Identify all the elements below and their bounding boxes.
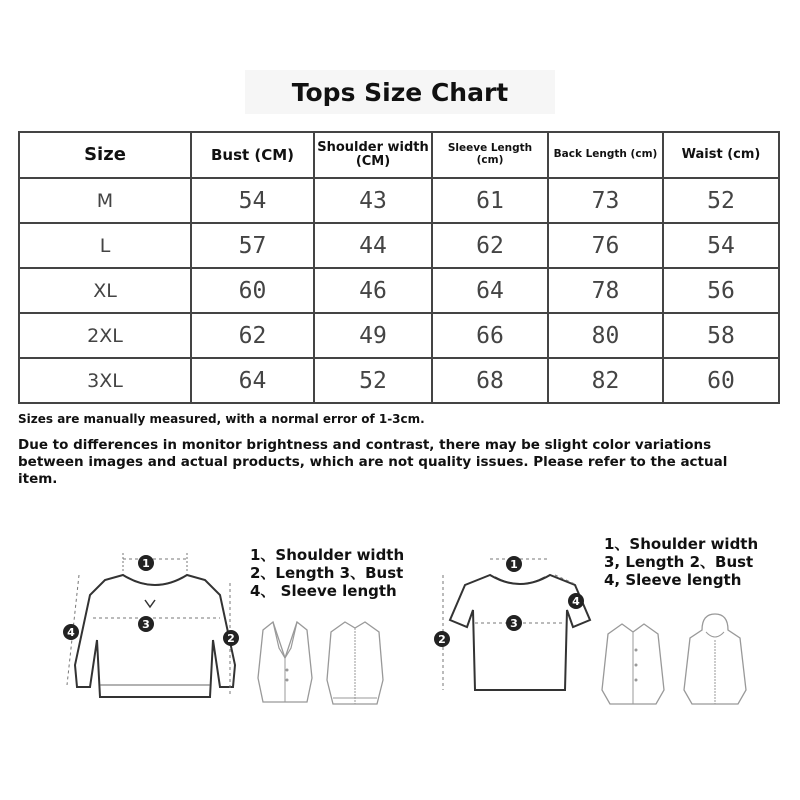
size-table: [18, 131, 780, 404]
cell-sleeve: 62: [432, 223, 548, 268]
marker-2: [222, 629, 240, 647]
cell-bust: 57: [191, 223, 314, 268]
cell-size: L: [19, 223, 191, 268]
legend-right: [604, 535, 758, 589]
cell-shoulder: 46: [314, 268, 432, 313]
cell-waist: 52: [663, 178, 779, 223]
marker-3: [137, 615, 155, 633]
svg-text:4: 4: [572, 595, 580, 608]
long-sleeve-shirt-icon: [55, 545, 255, 710]
svg-text:3: 3: [142, 618, 150, 631]
cell-back-length: 80: [548, 313, 663, 358]
table-row: [19, 268, 779, 313]
cell-sleeve: 61: [432, 178, 548, 223]
svg-text:1: 1: [510, 558, 518, 571]
hoodie-icon: [680, 612, 750, 710]
legend-item: 3, Length 2、Bust: [604, 553, 754, 571]
table-row: [19, 313, 779, 358]
marker-4: [62, 623, 80, 641]
cell-back-length: 73: [548, 178, 663, 223]
cell-bust: 62: [191, 313, 314, 358]
svg-text:2: 2: [438, 633, 446, 646]
cell-waist: 56: [663, 268, 779, 313]
cell-back-length: 78: [548, 268, 663, 313]
marker-2: [433, 630, 451, 648]
svg-text:3: 3: [510, 617, 518, 630]
header-bust: Bust (CM): [191, 132, 314, 178]
table-header-row: [19, 132, 779, 178]
cell-back-length: 76: [548, 223, 663, 268]
button-shirt-icon: [598, 620, 668, 710]
header-shoulder: Shoulder width (CM): [314, 132, 432, 178]
cell-back-length: 82: [548, 358, 663, 403]
cell-sleeve: 66: [432, 313, 548, 358]
header-sleeve: Sleeve Length (cm): [432, 132, 548, 178]
svg-text:2: 2: [227, 632, 235, 645]
blazer-icon: [255, 618, 315, 708]
cell-shoulder: 44: [314, 223, 432, 268]
table-row: [19, 178, 779, 223]
table-row: [19, 358, 779, 403]
header-size: Size: [19, 132, 191, 178]
svg-text:4: 4: [67, 626, 75, 639]
marker-4: [567, 592, 585, 610]
cell-bust: 64: [191, 358, 314, 403]
measurement-note: Sizes are manually measured, with a normal error of 1-3cm.: [18, 412, 425, 426]
legend-item: 4、 Sleeve length: [250, 582, 397, 600]
page-title: Tops Size Chart: [245, 70, 555, 114]
legend-item: 1、Shoulder width: [250, 546, 405, 564]
legend-left: [250, 546, 404, 600]
legend-item: 4, Sleeve length: [604, 571, 742, 589]
marker-1: [505, 555, 523, 573]
cell-bust: 54: [191, 178, 314, 223]
cell-sleeve: 68: [432, 358, 548, 403]
marker-1: [137, 554, 155, 572]
cell-shoulder: 52: [314, 358, 432, 403]
cell-shoulder: 43: [314, 178, 432, 223]
color-disclaimer: Due to differences in monitor brightness and contrast, there may be slight color variations between images and actual products, which are not quality issues. Please refer to the actual item.: [18, 437, 728, 487]
cell-size: XL: [19, 268, 191, 313]
cell-sleeve: 64: [432, 268, 548, 313]
cell-size: 3XL: [19, 358, 191, 403]
cell-size: 2XL: [19, 313, 191, 358]
cell-waist: 60: [663, 358, 779, 403]
cell-size: M: [19, 178, 191, 223]
legend-item: 1、Shoulder width: [604, 535, 759, 553]
header-waist: Waist (cm): [663, 132, 779, 178]
svg-text:1: 1: [142, 557, 150, 570]
cell-bust: 60: [191, 268, 314, 313]
header-back-length: Back Length (cm): [548, 132, 663, 178]
cell-waist: 58: [663, 313, 779, 358]
cell-waist: 54: [663, 223, 779, 268]
legend-item: 2、Length 3、Bust: [250, 564, 404, 582]
marker-3: [505, 614, 523, 632]
table-row: [19, 223, 779, 268]
cell-shoulder: 49: [314, 313, 432, 358]
zip-jacket-icon: [325, 620, 385, 708]
